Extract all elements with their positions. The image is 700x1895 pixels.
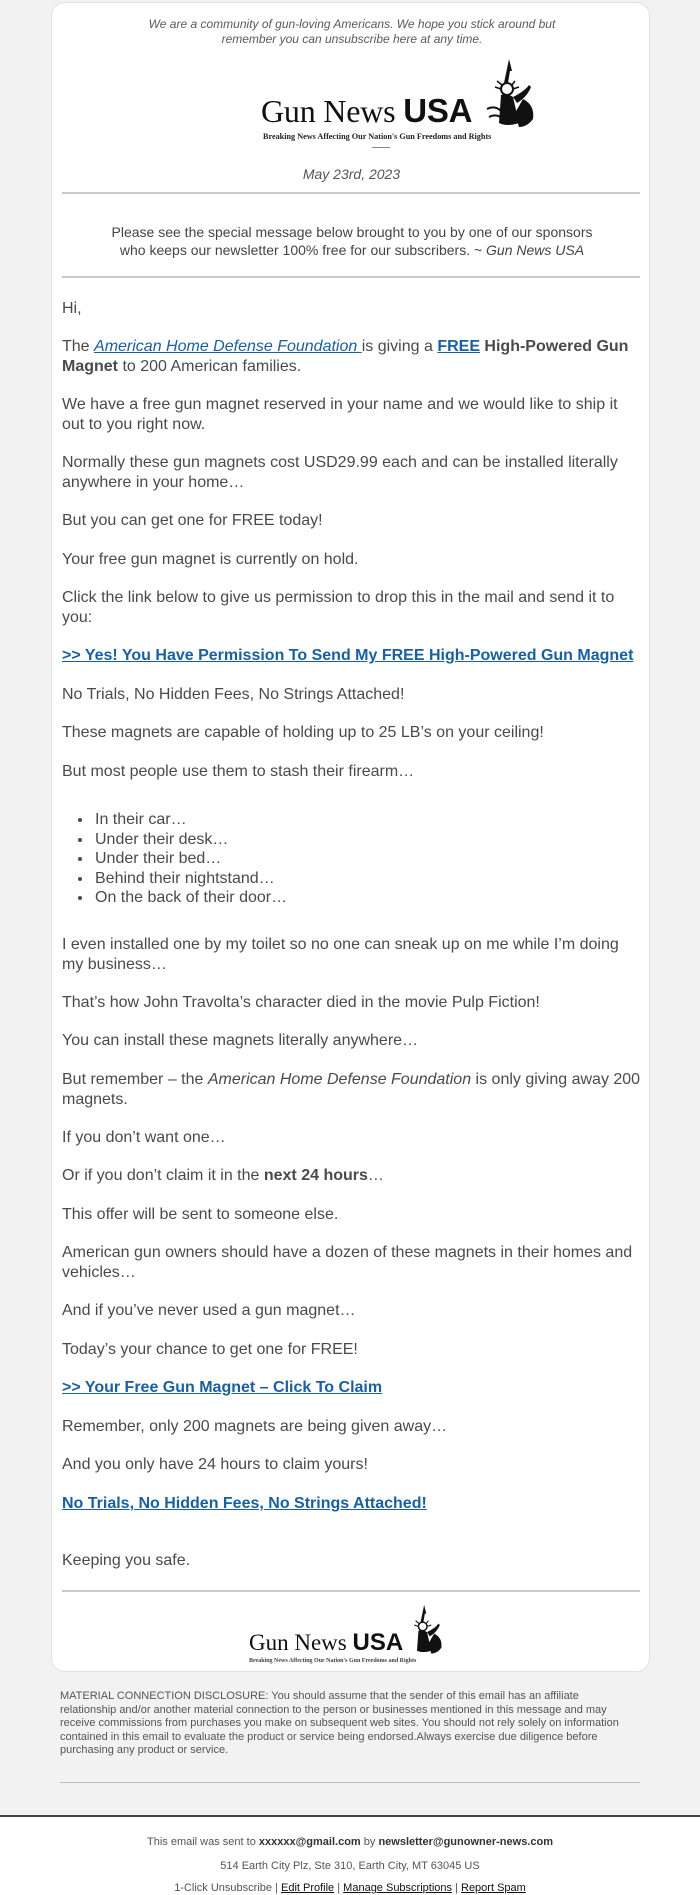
cta-permission-link-row [62,646,642,666]
statue-of-liberty-icon [407,1603,447,1657]
footer-logo-tagline: Breaking News Affecting Our Nation's Gun Freedoms and Rights [249,1658,417,1664]
paragraph: Your free gun magnet is currently on hold. [62,551,359,568]
list-item: • In their car… [93,810,287,830]
cta-no-strings-link-row [62,1494,642,1514]
paragraph: Remember, only 200 magnets are being given away… [62,1418,448,1435]
greeting: Hi, [62,300,82,317]
email-card [51,2,650,1672]
edit-profile-link[interactable]: Edit Profile [280,1882,335,1894]
paragraph: But you can get one for FREE today! [62,512,323,529]
cta-permission-link[interactable]: >> Yes! You Have Permission To Send My FREE High-Powered Gun Magnet [62,647,634,664]
paragraph: But most people use them to stash their firearm… [62,763,415,780]
cta-claim-link[interactable]: >> Your Free Gun Magnet – Click To Claim [62,1379,383,1396]
list-item: • Under their desk… [93,830,287,850]
paragraph: You can install these magnets literally anywhere… [62,1032,419,1049]
divider [62,1590,640,1592]
footer-logo-title: Gun News USA [249,1629,404,1656]
divider [60,1782,640,1783]
paragraph: I even installed one by my toilet so no one can sneak up on me while I’m doing my business… [62,936,619,973]
foundation-link[interactable]: American Home Defense Foundation [94,338,362,355]
statue-of-liberty-icon [485,57,541,131]
paragraph: That’s how John Travolta’s character died in the movie Pulp Fiction! [62,994,540,1011]
paragraph: Click the link below to give us permission to drop this in the mail and send it to you: [62,589,615,626]
manage-subscriptions-link[interactable]: Manage Subscriptions [343,1882,453,1894]
cta-claim-link-row [62,1378,642,1398]
list-item: • On the back of their door… [93,888,287,908]
paragraph: If you don’t want one… [62,1129,226,1146]
paragraph: Or if you don’t claim it in the next 24 hours… [62,1167,384,1184]
closing: Keeping you safe. [62,1552,191,1569]
free-link[interactable]: FREE [437,338,480,355]
list-item: • Under their bed… [93,849,287,869]
material-connection-disclosure: MATERIAL CONNECTION DISCLOSURE: You should assume that the sender of this email has an affiliate relationship and/or another material connection to the person or businesses mentioned in this message and may receive commissions from purchases you make on subsequent web sites. You should not rely solely on information contained in this email to evaluate the product or service being endorsed.Always exercise due diligence before purchasing any product or service. [60,1690,619,1756]
paragraph: American gun owners should have a dozen of these magnets in their homes and vehicles… [62,1244,633,1281]
recipient-email: xxxxxx@gmail.com [258,1836,361,1848]
sponsor-message: Please see the special message below brought to you by one of our sponsors who keeps our newsletter 100% free for our subscribers. ~ Gun News USA [111,224,593,258]
paragraph: These magnets are capable of holding up to 25 LB’s on your ceiling! [62,724,544,741]
cta-no-strings-link[interactable]: No Trials, No Hidden Fees, No Strings Attached! [62,1495,427,1512]
paragraph: Normally these gun magnets cost USD29.99 each and can be installed literally anywhere in your home… [62,454,618,491]
paragraph: But remember – the American Home Defense Foundation is only giving away 200 magnets. [62,1071,641,1108]
paragraph: The American Home Defense Foundation is giving a FREE High-Powered Gun Magnet to 200 American families. [62,338,629,375]
paragraph: And you only have 24 hours to claim yours! [62,1456,368,1473]
issue-date: May 23rd, 2023 [302,166,401,182]
footer-logo[interactable] [247,1603,467,1669]
paragraph: No Trials, No Hidden Fees, No Strings Attached! [62,686,405,703]
logo-tagline: Breaking News Affecting Our Nation's Gun Freedoms and Rights [263,132,492,141]
logo-title: Gun News USA [261,92,473,129]
sent-to-line: This email was sent to xxxxxx@gmail.com by newsletter@gunowner-news.com [147,1836,553,1848]
report-spam-link[interactable]: Report Spam [461,1882,526,1894]
gun-news-usa-logo[interactable] [257,57,547,147]
paragraph: And if you’ve never used a gun magnet… [62,1302,356,1319]
paragraph: We have a free gun magnet reserved in your name and we would like to ship it out to you right now. [62,396,618,433]
footer-links: 1-Click Unsubscribe | Edit Profile | Manage Subscriptions | Report Spam [174,1882,526,1894]
intro-text: We are a community of gun-loving Americans. We hope you stick around but remember you can unsubscribe here at any time. [148,17,556,46]
divider [62,276,640,278]
paragraph: Today’s your chance to get one for FREE! [62,1341,358,1358]
divider [62,192,640,194]
logo-divider [372,147,390,148]
stash-locations-list [93,810,287,908]
list-item: • Behind their nightstand… [93,869,287,889]
paragraph: This offer will be sent to someone else. [62,1206,339,1223]
postal-address: 514 Earth City Plz, Ste 310, Earth City, MT 63045 US [220,1860,480,1872]
sender-email: newsletter@gunowner-news.com [378,1836,553,1848]
unsubscribe-label[interactable]: 1-Click Unsubscribe [174,1882,272,1894]
